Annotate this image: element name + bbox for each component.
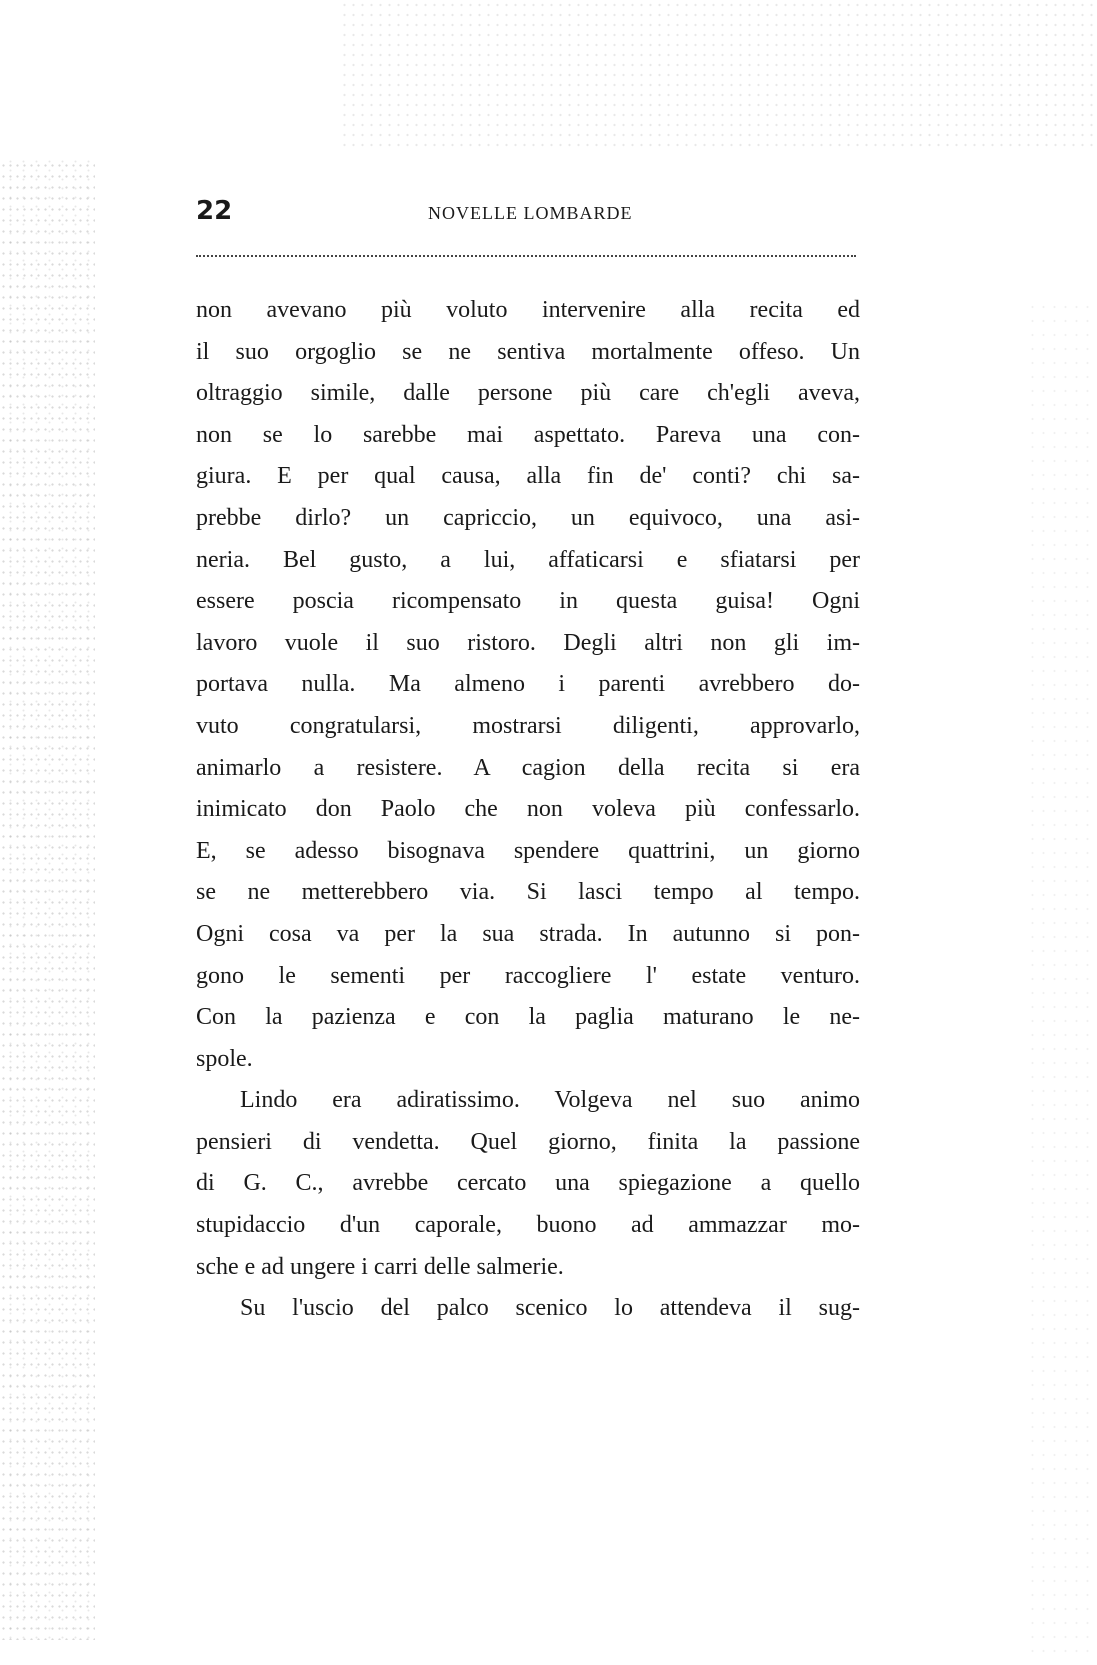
text-line: oltraggio simile, dalle persone più care ch'egli aveva,	[196, 380, 860, 407]
text-line: di G. C., avrebbe cercato una spiegazione a quello	[196, 1170, 860, 1197]
text-line: inimicato don Paolo che non voleva più confessarlo.	[196, 796, 860, 823]
text-line: essere poscia ricompensato in questa guisa! Ogni	[196, 588, 860, 615]
text-line: non se lo sarebbe mai aspettato. Pareva una con-	[196, 421, 860, 448]
text-line: Lindo era adiratissimo. Volgeva nel suo animo	[240, 1087, 860, 1114]
scan-noise-right	[1027, 300, 1097, 1660]
text-line: pensieri di vendetta. Quel giorno, finita la passione	[196, 1128, 860, 1155]
text-line: vuto congratularsi, mostrarsi diligenti, approvarlo,	[196, 712, 860, 739]
scan-noise-left	[0, 160, 95, 1640]
scan-noise-top	[340, 0, 1097, 150]
text-line: il suo orgoglio se ne sentiva mortalmente offeso. Un	[196, 338, 860, 365]
text-line: se ne metterebbero via. Si lasci tempo al tempo.	[196, 879, 860, 906]
text-line: neria. Bel gusto, a lui, affaticarsi e sfiatarsi per	[196, 546, 860, 573]
running-title: NOVELLE LOMBARDE	[428, 203, 633, 223]
text-line: Con la pazienza e con la paglia maturano le ne-	[196, 1004, 860, 1031]
text-line: portava nulla. Ma almeno i parenti avrebbero do-	[196, 671, 860, 698]
text-line: gono le sementi per raccogliere l' estate venturo.	[196, 962, 860, 989]
text-line: sche e ad ungere i carri delle salmerie.	[196, 1253, 564, 1280]
page-number: 22	[196, 196, 233, 226]
text-line: stupidaccio d'un caporale, buono ad ammazzar mo-	[196, 1212, 860, 1239]
text-line: animarlo a resistere. A cagion della recita si era	[196, 754, 860, 781]
text-line: non avevano più voluto intervenire alla recita ed	[196, 297, 860, 323]
text-line: giura. E per qual causa, alla fin de' conti? chi sa-	[196, 463, 860, 490]
text-line: prebbe dirlo? un capriccio, un equivoco, una asi-	[196, 504, 860, 531]
text-line: spole.	[196, 1045, 253, 1072]
body-text	[196, 290, 860, 1330]
text-line: E, se adesso bisognava spendere quattrini, un giorno	[196, 837, 860, 864]
header-divider	[196, 255, 856, 257]
text-line: Su l'uscio del palco scenico lo attendeva il sug-	[240, 1295, 860, 1322]
text-line: Ogni cosa va per la sua strada. In autunno si pon-	[196, 920, 860, 947]
text-line: lavoro vuole il suo ristoro. Degli altri non gli im-	[196, 629, 860, 656]
